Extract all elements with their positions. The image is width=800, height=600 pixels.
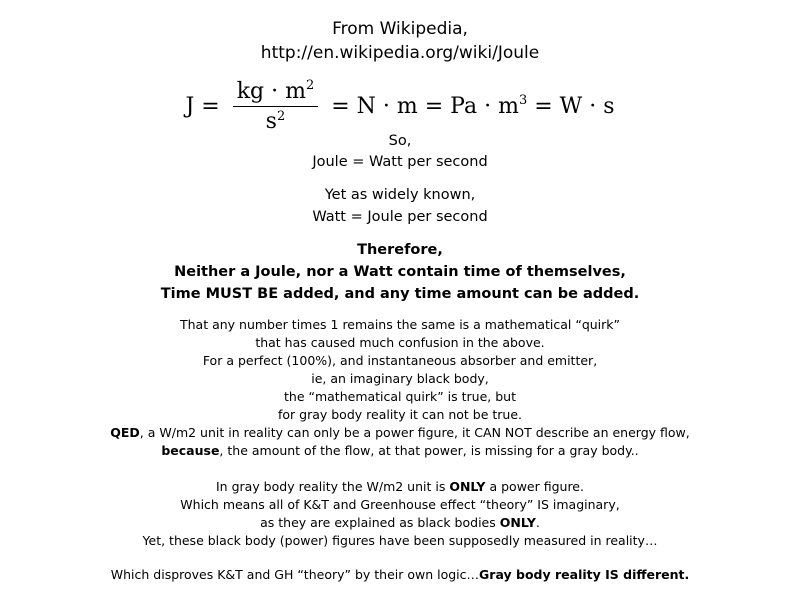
joule-equation	[0, 78, 800, 134]
fraction-denominator	[233, 107, 319, 135]
conclusion-bold: Gray body reality IS different.	[479, 567, 690, 582]
numerator-text: kg · m	[236, 78, 306, 104]
equation-rest	[331, 93, 614, 119]
yet-statement: Watt = Joule per second	[312, 209, 488, 225]
yet-label: Yet as widely known,	[324, 187, 476, 203]
gray-line-3	[0, 514, 800, 532]
source-url: http://en.wikipedia.org/wiki/Joule	[260, 43, 540, 63]
therefore-label: Therefore,	[357, 242, 443, 258]
gray-line-3-post: .	[535, 515, 540, 530]
gray-line-4: Yet, these black body (power) figures have been supposedly measured in reality…	[142, 533, 658, 548]
because-line	[0, 442, 800, 460]
quirk-line-4: ie, an imaginary black body,	[311, 371, 489, 386]
equation-rest-tail: = W · s	[534, 93, 615, 119]
because-bold: because	[161, 443, 220, 458]
numerator-exponent: 2	[305, 78, 315, 93]
conclusion-line	[0, 566, 800, 584]
conclusion-normal: Which disproves K&T and GH “theory” by their own logic…	[110, 567, 480, 582]
therefore-line-3: Time MUST BE added, and any time amount can be added.	[160, 286, 640, 302]
gray-line-1-bold: ONLY	[449, 479, 486, 494]
gray-line-1-post: a power figure.	[485, 479, 584, 494]
denominator-exponent: 2	[276, 108, 286, 124]
fraction-numerator	[233, 78, 319, 107]
source-line-1: From Wikipedia,	[332, 19, 468, 39]
gray-line-3-bold: ONLY	[499, 515, 536, 530]
quirk-line-2: that has caused much confusion in the above.	[255, 335, 545, 350]
qed-bold: QED	[110, 425, 140, 440]
equation-fraction	[233, 78, 319, 134]
equation-lhs: J =	[185, 93, 220, 119]
quirk-line-3: For a perfect (100%), and instantaneous absorber and emitter,	[202, 353, 598, 368]
qed-rest: , a W/m2 unit in reality can only be a power figure, it CAN NOT describe an energy flow,	[139, 425, 690, 440]
quirk-line-6: for gray body reality it can not be true.	[277, 407, 523, 422]
equation-rest-exponent: 3	[518, 93, 528, 109]
because-rest: , the amount of the flow, at that power, is missing for a gray body..	[219, 443, 639, 458]
gray-line-1	[0, 478, 800, 496]
quirk-line-1: That any number times 1 remains the same is a mathematical “quirk”	[179, 317, 621, 332]
gray-line-3-pre: as they are explained as black bodies	[260, 515, 500, 530]
denominator-text: s	[265, 109, 277, 134]
qed-line	[0, 424, 800, 442]
equation-rest-text: = N · m = Pa · m	[331, 93, 519, 119]
gray-line-1-pre: In gray body reality the W/m2 unit is	[216, 479, 450, 494]
therefore-line-2: Neither a Joule, nor a Watt contain time of themselves,	[174, 264, 626, 280]
quirk-line-5: the “mathematical quirk” is true, but	[284, 389, 516, 404]
so-label: So,	[388, 133, 412, 149]
gray-line-2: Which means all of K&T and Greenhouse effect “theory” IS imaginary,	[180, 497, 620, 512]
so-statement: Joule = Watt per second	[312, 154, 488, 170]
